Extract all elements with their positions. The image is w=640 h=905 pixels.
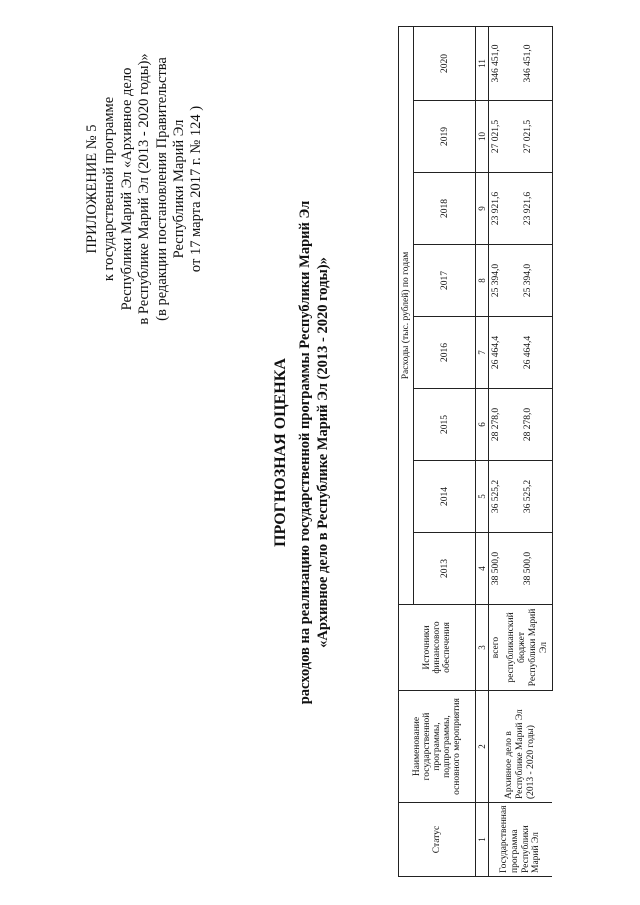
header-year: 2014 [414, 461, 476, 533]
column-index: 4 [476, 533, 489, 605]
table-cell: 25 394,0 [489, 245, 504, 317]
expenses-table [398, 26, 553, 877]
appendix-date: от 17 марта 2017 г. № 124 ) [188, 105, 205, 273]
table-cell: 27 021,5 [489, 101, 504, 173]
table-cell: 36 525,2 [504, 461, 552, 533]
column-index: 3 [476, 605, 489, 691]
table-cell: 38 500,0 [504, 533, 552, 605]
row-status: Государственная программа Республики Марий Эл [489, 803, 553, 877]
table-cell: 27 021,5 [504, 101, 552, 173]
column-index: 6 [476, 389, 489, 461]
document-title [272, 0, 332, 905]
table-cell: 25 394,0 [504, 245, 552, 317]
title-main: ПРОГНОЗНАЯ ОЦЕНКА [272, 358, 289, 547]
table-cell: 26 464,4 [489, 317, 504, 389]
header-name: Наименование государственной программы, подпрограммы, основного мероприятия [399, 691, 476, 803]
column-index: 11 [476, 26, 489, 100]
header-year: 2017 [414, 245, 476, 317]
appendix-number: ПРИЛОЖЕНИЕ № 5 [84, 124, 100, 254]
table-cell: 28 278,0 [489, 389, 504, 461]
header-status: Статус [399, 803, 476, 877]
row-source: всего [489, 605, 504, 691]
row-program-name: Архивное дело в Республике Марий Эл (2013 - 2020 годы) [489, 691, 553, 803]
table-cell: 346 451,0 [504, 26, 552, 100]
header-year: 2013 [414, 533, 476, 605]
column-index: 8 [476, 245, 489, 317]
header-year: 2015 [414, 389, 476, 461]
appendix-line: в Республике Марий Эл (2013 - 2020 годы)» [136, 53, 153, 325]
table-cell: 28 278,0 [504, 389, 552, 461]
table-cell: 26 464,4 [504, 317, 552, 389]
column-index: 9 [476, 173, 489, 245]
appendix-line: Республики Марий Эл [170, 119, 187, 259]
header-year: 2019 [414, 101, 476, 173]
title-subtitle-2: «Архивное дело в Республике Марий Эл (2013 - 2020 годы)» [315, 257, 332, 648]
header-year: 2016 [414, 317, 476, 389]
appendix-line: к государственной программе [101, 96, 118, 282]
column-index: 5 [476, 461, 489, 533]
table-cell: 23 921,6 [504, 173, 552, 245]
table-cell: 36 525,2 [489, 461, 504, 533]
table-cell: 38 500,0 [489, 533, 504, 605]
header-source: Источники финансового обеспечения [399, 605, 476, 691]
header-year: 2018 [414, 173, 476, 245]
column-index: 2 [476, 691, 489, 803]
table-cell: 346 451,0 [489, 26, 504, 100]
table-cell: 23 921,6 [489, 173, 504, 245]
column-index: 1 [476, 803, 489, 877]
appendix-block [84, 24, 206, 354]
appendix-line: (в редакции постановления Правительства [153, 57, 170, 321]
appendix-line: Республики Марий Эл «Архивное дело [118, 67, 135, 311]
header-year: 2020 [414, 26, 476, 100]
title-subtitle-1: расходов на реализацию государственной программы Республики Марий Эл [297, 200, 313, 705]
column-index: 10 [476, 101, 489, 173]
column-index: 7 [476, 317, 489, 389]
table-row [489, 26, 504, 876]
header-expenses: Расходы (тыс. рублей) по годам [399, 26, 414, 604]
row-source: республиканский бюджет Республики Марий Эл [504, 605, 552, 691]
